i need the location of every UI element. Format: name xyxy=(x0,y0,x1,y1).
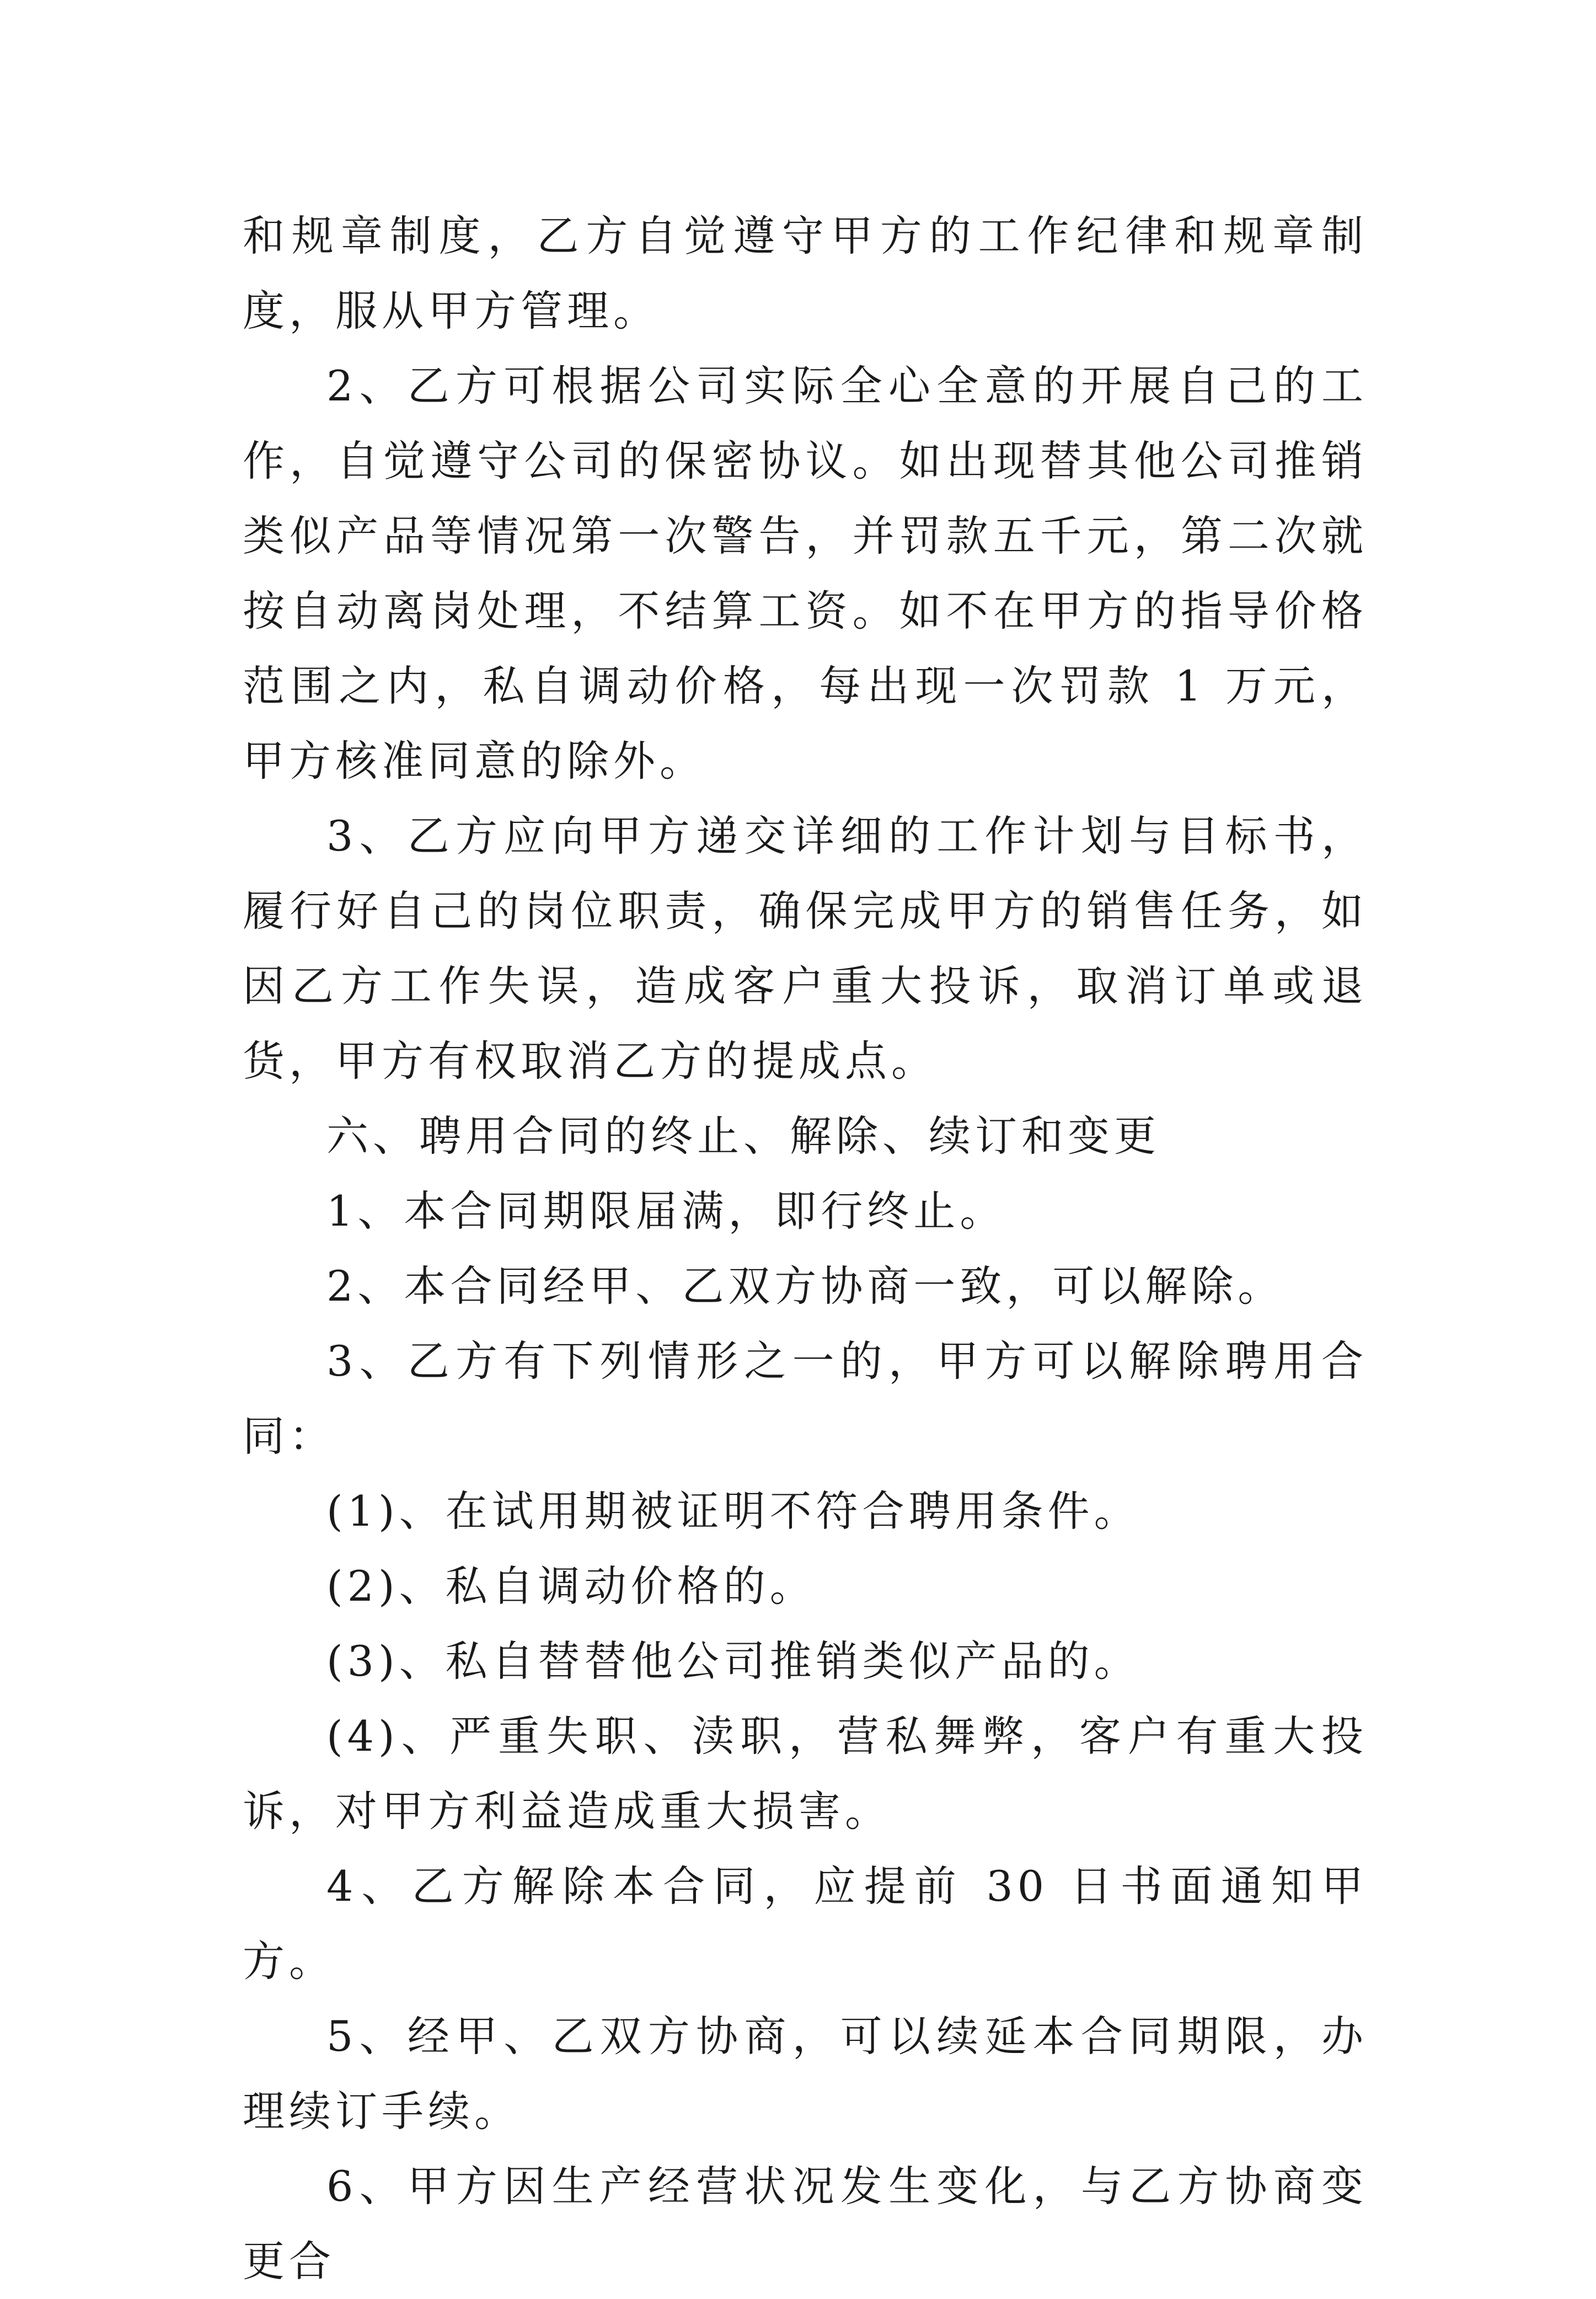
section-heading-six: 六、聘用合同的终止、解除、续订和变更 xyxy=(326,1111,1160,1161)
paragraph-item-5: 5、经甲、乙双方协商，可以续延本合同期限，办理续订手续。 xyxy=(243,2012,1368,2136)
paragraph-item-6: 6、甲方因生产经营状况发生变化，与乙方协商变更合 xyxy=(243,2162,1368,2286)
paragraph-subitem-3: (3)、私自替替他公司推销类似产品的。 xyxy=(326,1637,1140,1686)
paragraph-item-4: 4、乙方解除本合同，应提前 30 日书面通知甲方。 xyxy=(243,1862,1368,1986)
paragraph-subitem-2: (2)、私自调动价格的。 xyxy=(326,1562,816,1611)
paragraph-item-3: 3、乙方有下列情形之一的，甲方可以解除聘用合同： xyxy=(243,1336,1368,1461)
paragraph-subitem-1: (1)、在试用期被证明不符合聘用条件。 xyxy=(326,1487,1140,1536)
paragraph-subitem-4: (4)、严重失职、渎职，营私舞弊，客户有重大投诉，对甲方利益造成重大损害。 xyxy=(243,1712,1368,1836)
paragraph-item-1: 1、本合同期限届满，即行终止。 xyxy=(326,1186,1006,1236)
paragraph-clause-3: 3、乙方应向甲方递交详细的工作计划与目标书，履行好自己的岗位职责，确保完成甲方的销售任务，如因乙方工作失误，造成客户重大投诉，取消订单或退货，甲方有权取消乙方的提成点。 xyxy=(243,811,1368,1086)
paragraph-clause-2: 2、乙方可根据公司实际全心全意的开展自己的工作，自觉遵守公司的保密协议。如出现替其他公司推销类似产品等情况第一次警告，并罚款五千元，第二次就按自动离岗处理，不结算工资。如不在甲方的指导价格范围之内，私自调动价格，每出现一次罚款 1 万元，甲方核准同意的除外。 xyxy=(243,361,1368,785)
document-body xyxy=(243,199,1368,2299)
paragraph-item-2: 2、本合同经甲、乙双方协商一致，可以解除。 xyxy=(326,1261,1284,1311)
paragraph-continuation: 和规章制度，乙方自觉遵守甲方的工作纪律和规章制度，服从甲方管理。 xyxy=(243,211,1368,335)
